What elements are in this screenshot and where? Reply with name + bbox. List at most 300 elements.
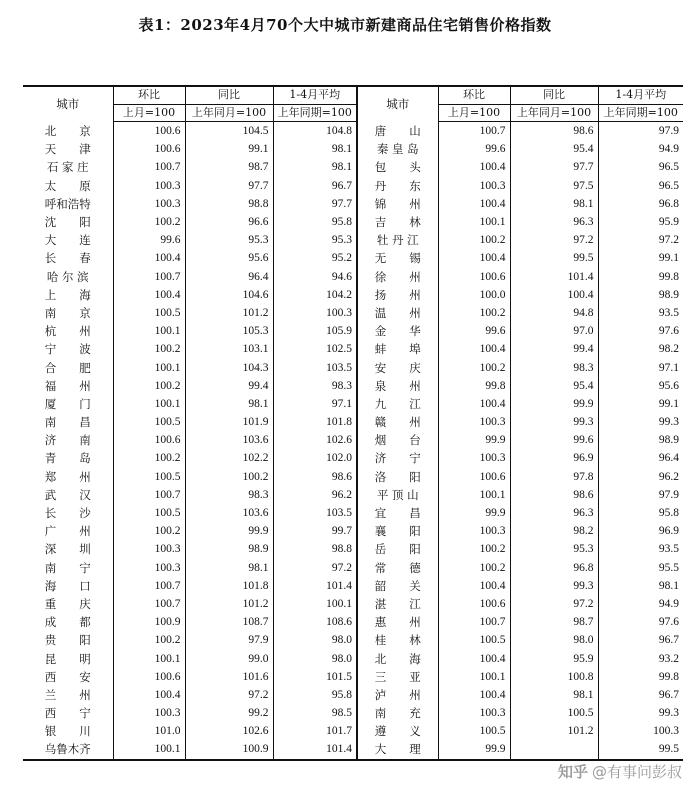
right-city-cell: 温 州 (357, 304, 438, 322)
left-yoy-cell: 104.5 (185, 122, 273, 141)
left-city-cell: 北 京 (44, 123, 91, 138)
left-mom-cell: 100.7 (113, 158, 185, 176)
right-avg-cell: 94.9 (598, 140, 683, 158)
left-avg-cell: 104.2 (273, 286, 357, 304)
col-subheader-yoy: 上年同月=100 (185, 104, 273, 122)
left-mom-cell: 100.7 (113, 577, 185, 595)
right-yoy-cell: 97.2 (510, 595, 598, 613)
right-yoy-cell: 96.9 (510, 449, 598, 467)
table-row (23, 686, 683, 704)
right-mom-cell: 100.2 (438, 540, 510, 558)
right-city-cell: 惠 州 (357, 613, 438, 631)
left-city-cell: 西 宁 (44, 706, 91, 721)
right-avg-cell: 99.1 (598, 395, 683, 413)
col-subheader-avg-right: 上年同期=100 (598, 104, 683, 122)
right-mom-cell: 100.2 (438, 304, 510, 322)
left-yoy-cell: 99.4 (185, 377, 273, 395)
right-mom-cell: 99.6 (438, 140, 510, 158)
right-mom-cell: 100.5 (438, 631, 510, 649)
left-mom-cell: 100.4 (113, 286, 185, 304)
right-city-cell: 唐 山 (357, 122, 438, 141)
left-city-cell: 南 京 (44, 305, 91, 320)
right-yoy-cell (510, 740, 598, 759)
watermark (558, 761, 682, 782)
right-avg-cell: 96.7 (598, 686, 683, 704)
table-row (23, 304, 683, 322)
left-mom-cell: 100.3 (113, 195, 185, 213)
left-yoy-cell: 98.7 (185, 158, 273, 176)
col-header-yoy-right: 同比 (510, 86, 598, 104)
right-yoy-cell: 98.6 (510, 122, 598, 141)
col-subheader-yoy-right: 上年同月=100 (510, 104, 598, 122)
left-mom-cell: 100.7 (113, 595, 185, 613)
price-index-table (23, 85, 683, 761)
right-mom-cell: 100.6 (438, 268, 510, 286)
table-row (23, 158, 683, 176)
right-city-cell: 扬 州 (357, 286, 438, 304)
left-avg-cell: 95.2 (273, 249, 357, 267)
left-city-cell: 福 州 (44, 378, 91, 393)
right-avg-cell: 99.3 (598, 413, 683, 431)
left-city-cell: 长 沙 (44, 506, 91, 521)
table-row (23, 322, 683, 340)
right-mom-cell: 100.6 (438, 595, 510, 613)
right-city-cell: 大 理 (357, 740, 438, 759)
left-city-cell: 成 都 (44, 615, 91, 630)
left-mom-cell: 100.2 (113, 522, 185, 540)
left-yoy-cell: 101.9 (185, 413, 273, 431)
right-yoy-cell: 94.8 (510, 304, 598, 322)
left-yoy-cell: 96.6 (185, 213, 273, 231)
left-avg-cell: 94.6 (273, 268, 357, 286)
header-row-1 (23, 86, 683, 104)
left-city-cell: 深 圳 (44, 542, 91, 557)
right-yoy-cell: 98.3 (510, 358, 598, 376)
left-mom-cell: 100.2 (113, 340, 185, 358)
right-city-cell: 蚌 埠 (357, 340, 438, 358)
left-avg-cell: 100.3 (273, 304, 357, 322)
right-city-cell: 牡 丹 江 (357, 231, 438, 249)
left-mom-cell: 100.1 (113, 649, 185, 667)
right-yoy-cell: 98.2 (510, 522, 598, 540)
left-mom-cell: 100.2 (113, 377, 185, 395)
right-mom-cell: 100.0 (438, 286, 510, 304)
left-city-cell: 宁 波 (44, 342, 91, 357)
right-avg-cell: 95.6 (598, 377, 683, 395)
left-city-cell: 杭 州 (44, 324, 91, 339)
right-mom-cell: 100.5 (438, 722, 510, 740)
right-avg-cell: 97.2 (598, 231, 683, 249)
left-city-cell: 太 原 (44, 178, 91, 193)
left-yoy-cell: 95.6 (185, 249, 273, 267)
right-avg-cell: 99.8 (598, 668, 683, 686)
right-avg-cell: 99.5 (598, 740, 683, 759)
table-row (23, 504, 683, 522)
left-city-cell: 沈 阳 (44, 215, 91, 230)
table-row (23, 431, 683, 449)
left-city-cell: 贵 阳 (44, 633, 91, 648)
left-mom-cell: 100.2 (113, 213, 185, 231)
right-city-cell: 金 华 (357, 322, 438, 340)
right-avg-cell: 99.8 (598, 268, 683, 286)
left-avg-cell: 102.5 (273, 340, 357, 358)
left-avg-cell: 102.0 (273, 449, 357, 467)
left-mom-cell: 100.1 (113, 322, 185, 340)
left-avg-cell: 99.7 (273, 522, 357, 540)
left-avg-cell: 101.8 (273, 413, 357, 431)
left-mom-cell: 100.7 (113, 268, 185, 286)
right-yoy-cell: 101.4 (510, 268, 598, 286)
right-mom-cell: 100.3 (438, 177, 510, 195)
right-avg-cell: 99.1 (598, 249, 683, 267)
right-yoy-cell: 97.2 (510, 231, 598, 249)
left-city-cell: 南 宁 (44, 560, 91, 575)
table-row (23, 377, 683, 395)
table-row (23, 449, 683, 467)
right-avg-cell: 96.7 (598, 631, 683, 649)
left-mom-cell: 100.1 (113, 740, 185, 759)
left-avg-cell: 98.8 (273, 540, 357, 558)
right-mom-cell: 100.3 (438, 413, 510, 431)
table-row (23, 249, 683, 267)
right-city-cell: 遵 义 (357, 722, 438, 740)
right-city-cell: 北 海 (357, 649, 438, 667)
right-yoy-cell: 100.4 (510, 286, 598, 304)
right-mom-cell: 99.9 (438, 740, 510, 759)
right-mom-cell: 100.3 (438, 522, 510, 540)
left-city-cell: 上 海 (44, 287, 91, 302)
left-avg-cell: 96.7 (273, 177, 357, 195)
left-avg-cell: 108.6 (273, 613, 357, 631)
left-city-cell: 重 庆 (44, 596, 91, 611)
left-yoy-cell: 101.2 (185, 304, 273, 322)
left-avg-cell: 103.5 (273, 504, 357, 522)
left-avg-cell: 95.3 (273, 231, 357, 249)
right-yoy-cell: 95.4 (510, 377, 598, 395)
right-mom-cell: 100.4 (438, 249, 510, 267)
right-mom-cell: 100.1 (438, 668, 510, 686)
table-row (23, 395, 683, 413)
right-yoy-cell: 96.3 (510, 504, 598, 522)
left-city-cell: 银 川 (44, 724, 91, 739)
table-row (23, 140, 683, 158)
table-row (23, 231, 683, 249)
left-city-cell: 乌鲁木齐 (23, 740, 113, 759)
right-avg-cell: 96.8 (598, 195, 683, 213)
left-avg-cell: 101.5 (273, 668, 357, 686)
right-avg-cell: 94.9 (598, 595, 683, 613)
left-avg-cell: 96.2 (273, 486, 357, 504)
left-mom-cell: 100.6 (113, 668, 185, 686)
table-row (23, 268, 683, 286)
left-yoy-cell: 102.2 (185, 449, 273, 467)
right-yoy-cell: 100.5 (510, 704, 598, 722)
page-title: 表1：2023年4月70个大中城市新建商品住宅销售价格指数 (138, 16, 552, 34)
left-yoy-cell: 97.7 (185, 177, 273, 195)
left-city-cell: 青 岛 (44, 451, 91, 466)
left-city-cell: 广 州 (44, 524, 91, 539)
right-city-cell: 湛 江 (357, 595, 438, 613)
left-yoy-cell: 103.1 (185, 340, 273, 358)
right-avg-cell: 97.6 (598, 613, 683, 631)
left-yoy-cell: 97.9 (185, 631, 273, 649)
right-city-cell: 九 江 (357, 395, 438, 413)
right-city-cell: 泉 州 (357, 377, 438, 395)
right-mom-cell: 99.9 (438, 431, 510, 449)
left-city-cell: 南 昌 (44, 415, 91, 430)
table-row (23, 340, 683, 358)
right-city-cell: 宜 昌 (357, 504, 438, 522)
right-avg-cell: 95.5 (598, 559, 683, 577)
right-city-cell: 泸 州 (357, 686, 438, 704)
right-avg-cell: 97.9 (598, 122, 683, 141)
left-avg-cell: 98.1 (273, 140, 357, 158)
right-yoy-cell: 98.1 (510, 686, 598, 704)
left-yoy-cell: 108.7 (185, 613, 273, 631)
left-yoy-cell: 98.3 (185, 486, 273, 504)
right-yoy-cell: 97.5 (510, 177, 598, 195)
left-avg-cell: 104.8 (273, 122, 357, 141)
left-city-cell: 武 汉 (44, 487, 91, 502)
right-city-cell: 常 德 (357, 559, 438, 577)
left-yoy-cell: 102.6 (185, 722, 273, 740)
right-mom-cell: 99.9 (438, 504, 510, 522)
left-avg-cell: 97.2 (273, 559, 357, 577)
right-mom-cell: 100.4 (438, 649, 510, 667)
table-row (23, 631, 683, 649)
right-avg-cell: 93.2 (598, 649, 683, 667)
watermark-text: @有事问彭叔 (591, 763, 682, 781)
col-header-avg: 1-4月平均 (273, 86, 357, 104)
left-yoy-cell: 96.4 (185, 268, 273, 286)
right-city-cell: 无 锡 (357, 249, 438, 267)
right-avg-cell: 95.9 (598, 213, 683, 231)
left-yoy-cell: 99.0 (185, 649, 273, 667)
left-yoy-cell: 95.3 (185, 231, 273, 249)
left-city-cell: 兰 州 (44, 687, 91, 702)
right-city-cell: 岳 阳 (357, 540, 438, 558)
left-mom-cell: 100.5 (113, 413, 185, 431)
right-mom-cell: 100.4 (438, 395, 510, 413)
left-avg-cell: 98.0 (273, 631, 357, 649)
left-avg-cell: 102.6 (273, 431, 357, 449)
right-mom-cell: 100.1 (438, 486, 510, 504)
col-subheader-mom-right: 上月=100 (438, 104, 510, 122)
table-row (23, 468, 683, 486)
left-avg-cell: 105.9 (273, 322, 357, 340)
left-avg-cell: 97.7 (273, 195, 357, 213)
left-yoy-cell: 105.3 (185, 322, 273, 340)
left-mom-cell: 100.2 (113, 449, 185, 467)
left-mom-cell: 100.5 (113, 468, 185, 486)
left-avg-cell: 101.4 (273, 577, 357, 595)
right-avg-cell: 96.9 (598, 522, 683, 540)
left-avg-cell: 95.8 (273, 213, 357, 231)
right-yoy-cell: 97.0 (510, 322, 598, 340)
left-mom-cell: 100.6 (113, 140, 185, 158)
right-yoy-cell: 99.3 (510, 413, 598, 431)
table-row (23, 540, 683, 558)
left-yoy-cell: 97.2 (185, 686, 273, 704)
col-header-mom: 环比 (113, 86, 185, 104)
table-row (23, 286, 683, 304)
right-city-cell: 韶 关 (357, 577, 438, 595)
left-avg-cell: 103.5 (273, 358, 357, 376)
col-header-city: 城市 (23, 86, 113, 122)
right-yoy-cell: 99.9 (510, 395, 598, 413)
table-body (23, 122, 683, 760)
right-mom-cell: 100.1 (438, 213, 510, 231)
col-subheader-mom: 上月=100 (113, 104, 185, 122)
left-yoy-cell: 100.9 (185, 740, 273, 759)
left-yoy-cell: 101.6 (185, 668, 273, 686)
right-city-cell: 南 充 (357, 704, 438, 722)
left-yoy-cell: 98.9 (185, 540, 273, 558)
left-mom-cell: 100.3 (113, 540, 185, 558)
table-row (23, 668, 683, 686)
col-subheader-avg: 上年同期=100 (273, 104, 357, 122)
left-city-cell: 海 口 (44, 578, 91, 593)
left-yoy-cell: 99.1 (185, 140, 273, 158)
right-city-cell: 襄 阳 (357, 522, 438, 540)
right-city-cell: 秦 皇 岛 (357, 140, 438, 158)
left-avg-cell: 101.7 (273, 722, 357, 740)
right-yoy-cell: 99.4 (510, 340, 598, 358)
left-mom-cell: 100.3 (113, 704, 185, 722)
table-row (23, 722, 683, 740)
left-city-cell: 呼和浩特 (44, 196, 91, 211)
right-mom-cell: 100.2 (438, 231, 510, 249)
right-avg-cell: 100.3 (598, 722, 683, 740)
right-mom-cell: 100.3 (438, 449, 510, 467)
table-row (23, 122, 683, 141)
left-yoy-cell: 99.2 (185, 704, 273, 722)
left-city-cell: 厦 门 (44, 396, 91, 411)
left-mom-cell: 100.1 (113, 395, 185, 413)
left-mom-cell: 100.3 (113, 177, 185, 195)
right-avg-cell: 99.3 (598, 704, 683, 722)
left-yoy-cell: 104.3 (185, 358, 273, 376)
table-row (23, 595, 683, 613)
left-mom-cell: 100.4 (113, 249, 185, 267)
table-row (23, 213, 683, 231)
left-avg-cell: 100.1 (273, 595, 357, 613)
left-yoy-cell: 98.1 (185, 559, 273, 577)
right-mom-cell: 100.3 (438, 704, 510, 722)
left-mom-cell: 100.6 (113, 431, 185, 449)
left-mom-cell: 100.6 (113, 122, 185, 141)
right-avg-cell: 98.1 (598, 577, 683, 595)
right-mom-cell: 100.4 (438, 158, 510, 176)
right-yoy-cell: 98.0 (510, 631, 598, 649)
right-city-cell: 吉 林 (357, 213, 438, 231)
right-mom-cell: 99.8 (438, 377, 510, 395)
right-avg-cell: 96.4 (598, 449, 683, 467)
right-yoy-cell: 96.3 (510, 213, 598, 231)
right-mom-cell: 100.4 (438, 577, 510, 595)
header-row-2 (23, 104, 683, 122)
right-yoy-cell: 95.3 (510, 540, 598, 558)
table-row (23, 177, 683, 195)
right-mom-cell: 100.4 (438, 340, 510, 358)
left-mom-cell: 100.5 (113, 504, 185, 522)
col-header-city-right: 城市 (357, 86, 438, 122)
left-yoy-cell: 103.6 (185, 504, 273, 522)
left-city-cell: 济 南 (44, 433, 91, 448)
right-yoy-cell: 101.2 (510, 722, 598, 740)
right-avg-cell: 96.5 (598, 158, 683, 176)
left-mom-cell: 101.0 (113, 722, 185, 740)
table-row (23, 577, 683, 595)
col-header-avg-right: 1-4月平均 (598, 86, 683, 104)
right-city-cell: 徐 州 (357, 268, 438, 286)
right-mom-cell: 100.2 (438, 358, 510, 376)
right-mom-cell: 100.6 (438, 468, 510, 486)
right-avg-cell: 93.5 (598, 304, 683, 322)
right-city-cell: 三 亚 (357, 668, 438, 686)
right-yoy-cell: 95.9 (510, 649, 598, 667)
left-avg-cell: 98.3 (273, 377, 357, 395)
left-mom-cell: 99.6 (113, 231, 185, 249)
right-city-cell: 安 庆 (357, 358, 438, 376)
right-city-cell: 丹 东 (357, 177, 438, 195)
table-row (23, 613, 683, 631)
right-city-cell: 桂 林 (357, 631, 438, 649)
left-avg-cell: 97.1 (273, 395, 357, 413)
right-yoy-cell: 98.6 (510, 486, 598, 504)
right-yoy-cell: 97.8 (510, 468, 598, 486)
left-mom-cell: 100.4 (113, 686, 185, 704)
left-mom-cell: 100.2 (113, 631, 185, 649)
table-row (23, 740, 683, 759)
left-avg-cell: 95.8 (273, 686, 357, 704)
left-avg-cell: 98.1 (273, 158, 357, 176)
right-city-cell: 济 宁 (357, 449, 438, 467)
left-city-cell: 昆 明 (44, 651, 91, 666)
left-avg-cell: 98.0 (273, 649, 357, 667)
right-avg-cell: 93.5 (598, 540, 683, 558)
right-avg-cell: 97.6 (598, 322, 683, 340)
right-city-cell: 平 顶 山 (357, 486, 438, 504)
left-city-cell: 哈 尔 滨 (46, 269, 89, 284)
right-mom-cell: 100.4 (438, 686, 510, 704)
right-avg-cell: 95.8 (598, 504, 683, 522)
left-yoy-cell: 101.2 (185, 595, 273, 613)
left-mom-cell: 100.1 (113, 358, 185, 376)
table-row (23, 413, 683, 431)
right-mom-cell: 100.7 (438, 613, 510, 631)
right-mom-cell: 100.4 (438, 195, 510, 213)
left-city-cell: 石 家 庄 (46, 160, 89, 175)
left-yoy-cell: 103.6 (185, 431, 273, 449)
left-city-cell: 合 肥 (44, 360, 91, 375)
right-avg-cell: 97.1 (598, 358, 683, 376)
left-mom-cell: 100.5 (113, 304, 185, 322)
right-city-cell: 洛 阳 (357, 468, 438, 486)
left-yoy-cell: 101.8 (185, 577, 273, 595)
right-city-cell: 赣 州 (357, 413, 438, 431)
left-yoy-cell: 100.2 (185, 468, 273, 486)
right-yoy-cell: 98.7 (510, 613, 598, 631)
table-row (23, 195, 683, 213)
left-avg-cell: 98.5 (273, 704, 357, 722)
right-mom-cell: 99.6 (438, 322, 510, 340)
right-mom-cell: 100.7 (438, 122, 510, 141)
left-city-cell: 天 津 (44, 142, 91, 157)
right-city-cell: 烟 台 (357, 431, 438, 449)
right-yoy-cell: 96.8 (510, 559, 598, 577)
left-city-cell: 西 安 (44, 669, 91, 684)
